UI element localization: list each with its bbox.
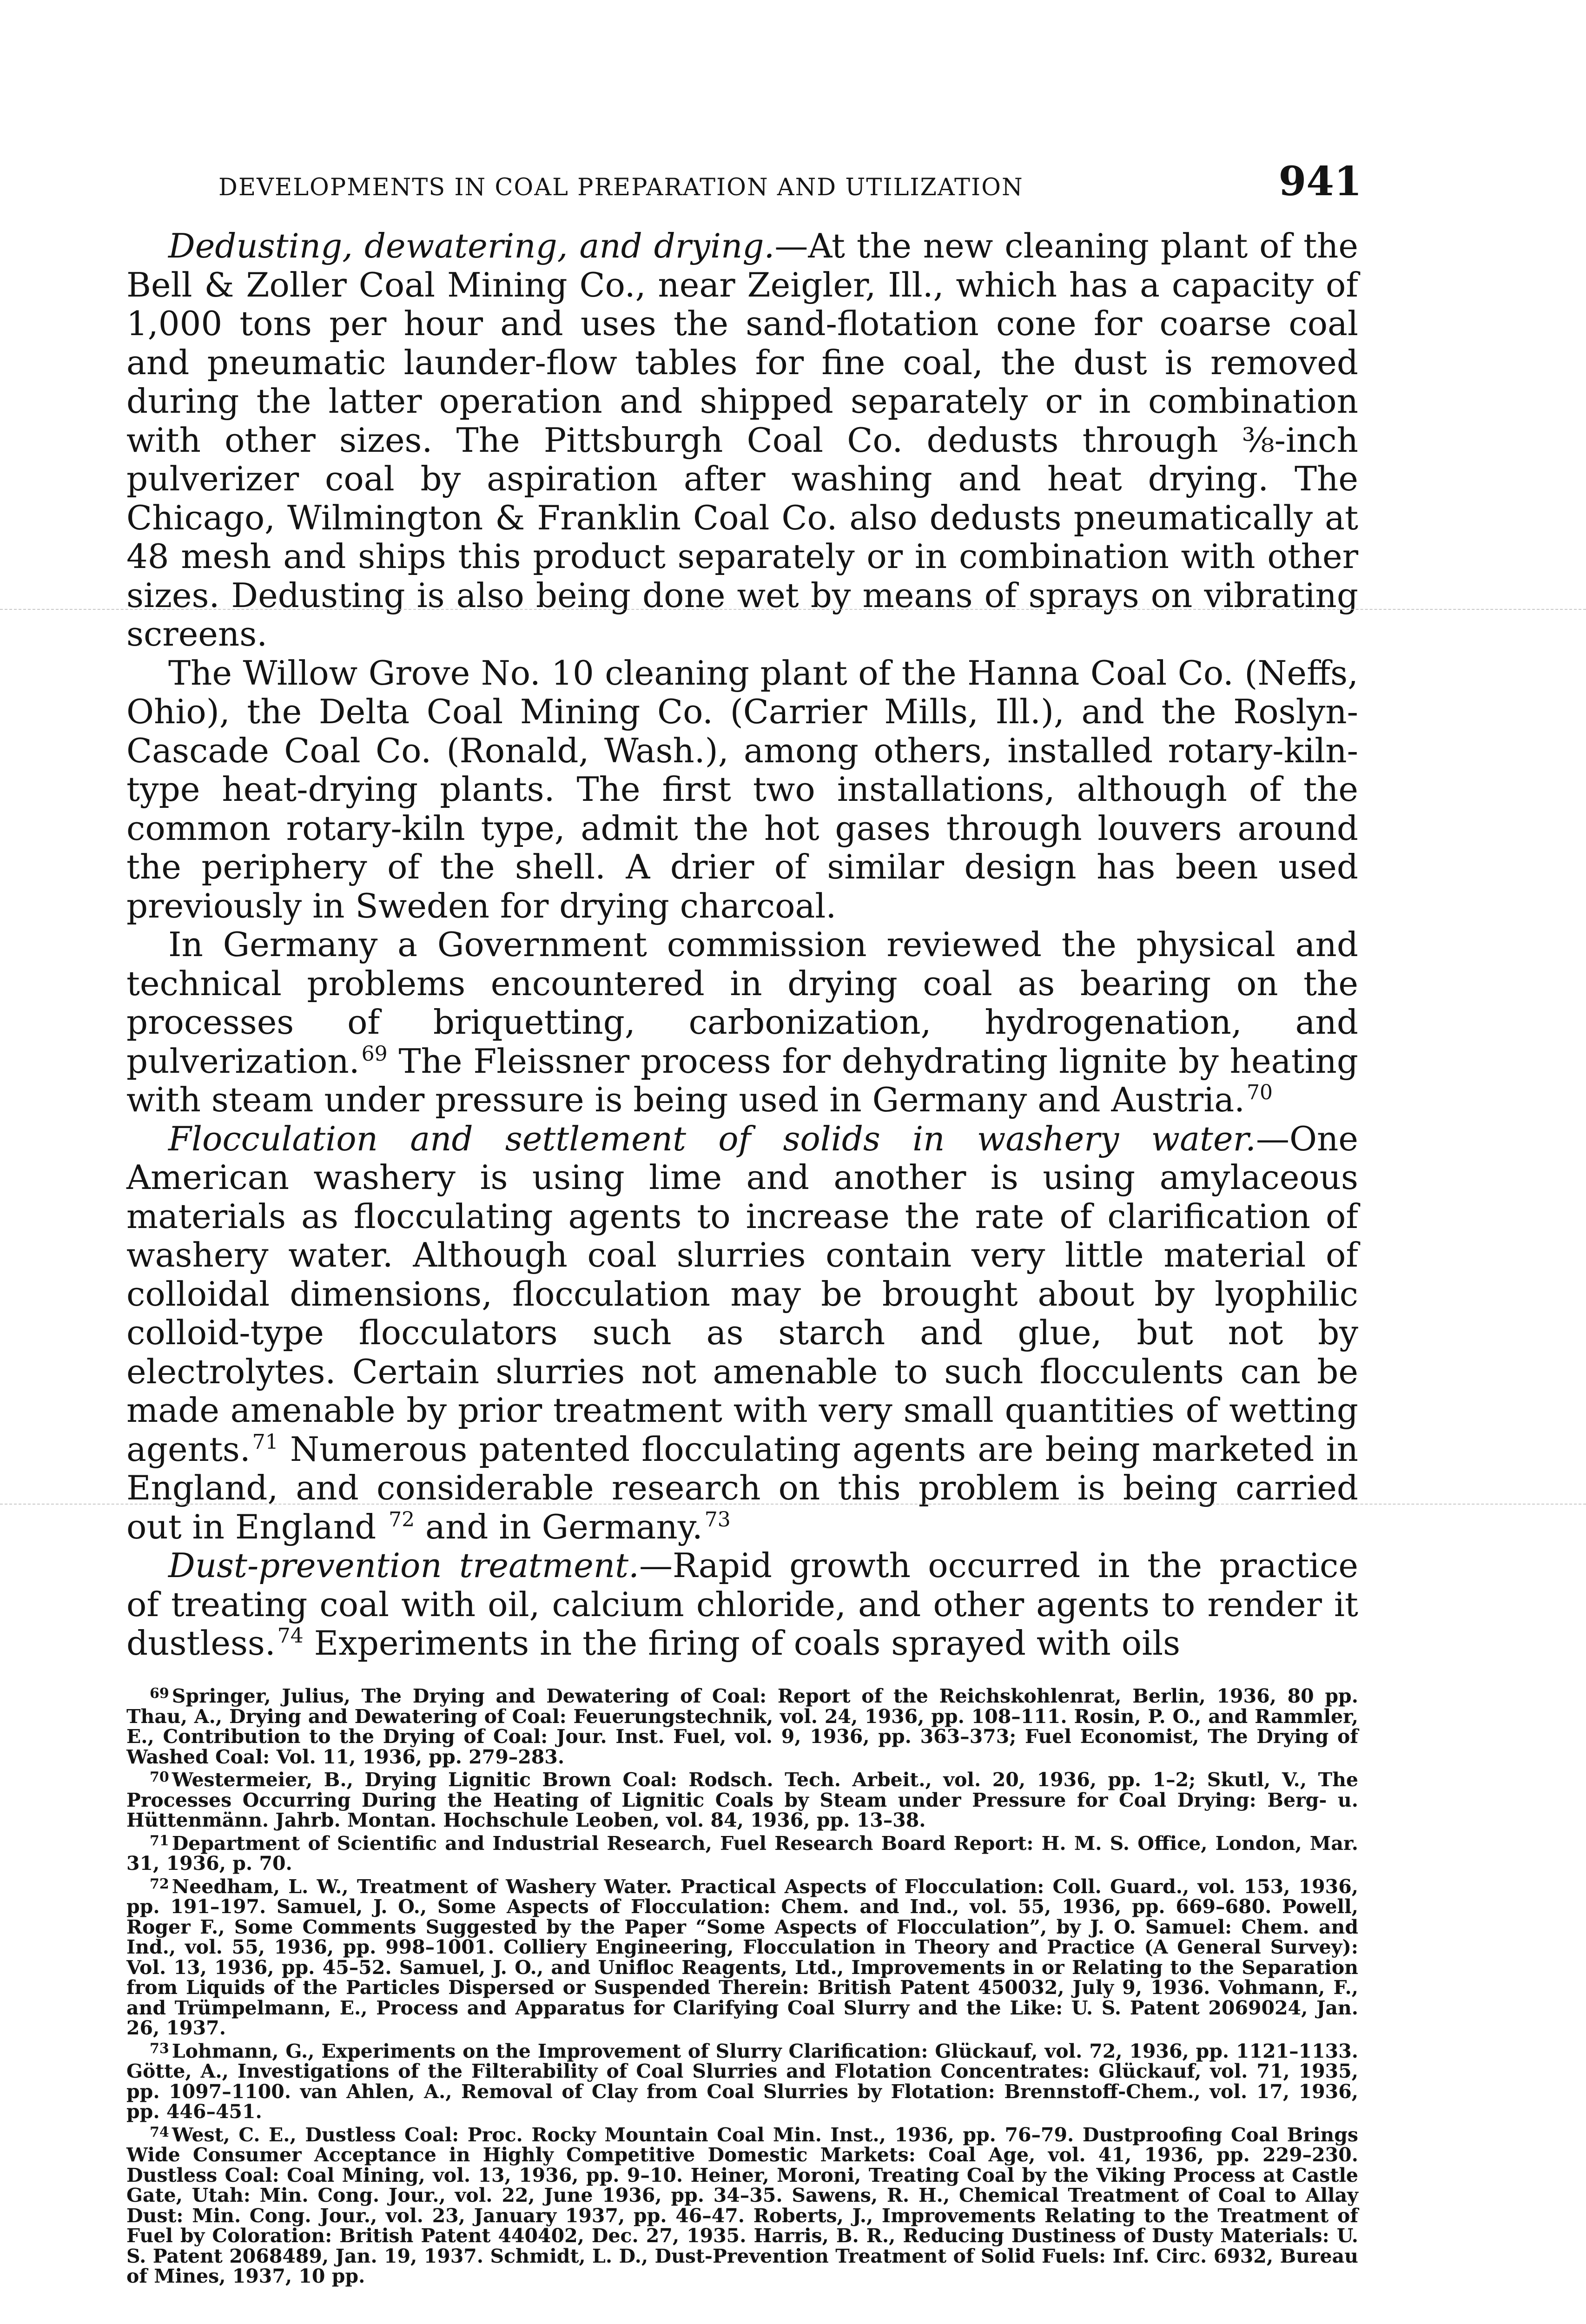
footnote-number: 70 bbox=[150, 1769, 169, 1785]
footnote-text: Department of Scientific and Industrial Research, Fuel Research Board Report: H. M. S. Office, London, Mar. 31, 1936, p. 70. bbox=[126, 1832, 1358, 1875]
paragraph-dust-prevention bbox=[126, 1546, 1358, 1663]
paragraph-text: The Fleissner process for dehydrating lignite by heating with steam under pressure is being used in Germany and Austria. bbox=[126, 1041, 1358, 1119]
footnote-number: 74 bbox=[150, 2124, 169, 2140]
footnote-74 bbox=[126, 2122, 1358, 2287]
footnote-ref: 70 bbox=[1247, 1081, 1273, 1104]
section-heading-dedusting: Dedusting, dewatering, and drying. bbox=[168, 226, 775, 265]
footnote-number: 71 bbox=[150, 1832, 169, 1849]
footnote-69 bbox=[126, 1684, 1358, 1767]
footnote-text: West, C. E., Dustless Coal: Proc. Rocky Mountain Coal Min. Inst., 1936, pp. 76–79. Dustproofing Coal Brings Wide Consumer Acceptance in Highly Competitive Domestic Markets: Coal Age, vol. 41, 1936, pp. 229–230. Dustless Coal: Coal Mining, vol. 13, 1936, pp. 9–10. Heiner, Moroni, Treating Coal by the Viking Process at Castle Gate, Utah: Min. Cong. Jour., vol. 22, June 1936, pp. 34–35. Sawens, R. H., Chemical Treatment of Coal to Allay Dust: Min. Cong. Jour., vol. 23, January 1937, pp. 46–47. Roberts, J., Improvements Relating to the Treatment of Fuel by Coloration: British Patent 440402, Dec. 27, 1935. Harris, B. R., Reducing Dustiness of Dusty Materials: U. S. Patent 2068489, Jan. 19, 1937. Schmidt, L. D., Dust-Prevention Treatment of Solid Fuels: Inf. Circ. 6932, Bureau of Mines, 1937, 10 pp. bbox=[126, 2123, 1358, 2287]
footnote-71 bbox=[126, 1831, 1358, 1874]
running-head: DEVELOPMENTS IN COAL PREPARATION AND UTILIZATION bbox=[218, 174, 1024, 201]
footnotes bbox=[126, 1684, 1358, 2287]
paragraph-text: The Willow Grove No. 10 cleaning plant of the Hanna Coal Co. (Neffs, Ohio), the Delta Coal Mining Co. (Carrier Mills, Ill.), and the Roslyn-Cascade Coal Co. (Ronald, Wash.), among others, installed rotary-kiln-type heat-drying plants. The first two installations, although of the common rotary-kiln type, admit the hot gases through louvers around the periphery of the shell. A drier of similar design has been used previously in Sweden for drying charcoal. bbox=[126, 653, 1358, 925]
footnote-number: 69 bbox=[150, 1685, 169, 1702]
body-text bbox=[126, 227, 1358, 1663]
section-heading-flocculation: Flocculation and settlement of solids in washery water. bbox=[168, 1119, 1256, 1158]
paragraph-text: Experiments in the firing of coals sprayed with oils bbox=[303, 1624, 1181, 1663]
footnote-ref: 69 bbox=[361, 1042, 388, 1066]
scan-artifact-line bbox=[0, 609, 1586, 610]
footnote-ref: 73 bbox=[704, 1507, 731, 1532]
footnote-72 bbox=[126, 1874, 1358, 2039]
footnote-text: Lohmann, G., Experiments on the Improvement of Slurry Clarification: Glückauf, vol. 72, 1936, pp. 1121–1133. Götte, A., Investigations of the Filterability of Coal Slurries and Flotation Concentrates: Glückauf, vol. 71, 1935, pp. 1097–1100. van Ahlen, A., Removal of Clay from Coal Slurries by Flotation: Brennstoff-Chem., vol. 17, 1936, pp. 446–451. bbox=[126, 2040, 1358, 2123]
paragraph-text: —One American washery is using lime and another is using amylaceous materials as flocculating agents to increase the rate of clarification of washery water. Although coal slurries contain very little material of colloidal dimensions, flocculation may be brought about by lyophilic colloid-type flocculators such as starch and glue, but not by electrolytes. Certain slurries not amenable to such flocculents can be made amenable by prior treatment with very small quantities of wetting agents. bbox=[126, 1119, 1358, 1469]
footnote-text: Needham, L. W., Treatment of Washery Water. Practical Aspects of Flocculation: Coll. Guard., vol. 153, 1936, pp. 191–197. Samuel, J. O., Some Aspects of Flocculation: Chem. and Ind., vol. 55, 1936, pp. 669–680. Powell, Roger F., Some Comments Suggested by the Paper “Some Aspects of Flocculation”, by J. O. Samuel: Chem. and Ind., vol. 55, 1936, pp. 998–1001. Colliery Engineering, Flocculation in Theory and Practice (A General Survey): Vol. 13, 1936, pp. 45–52. Samuel, J. O., and Unifloc Reagents, Ltd., Improvements in or Relating to the Separation from Liquids of the Particles Dispersed or Suspended Therein: British Patent 450032, July 9, 1936. Vohmann, F., and Trümpelmann, E., Process and Apparatus for Clarifying Coal Slurry and the Like: U. S. Patent 2069024, Jan. 26, 1937. bbox=[126, 1875, 1358, 2039]
paragraph-drying-plants bbox=[126, 654, 1358, 926]
footnote-ref: 72 bbox=[389, 1507, 415, 1532]
paragraph-text: Numerous patented flocculating agents are being marketed in England, and considerable research on this problem is being carried out in England bbox=[126, 1429, 1358, 1546]
footnote-73 bbox=[126, 2039, 1358, 2122]
footnote-number: 73 bbox=[150, 2040, 169, 2057]
footnote-70 bbox=[126, 1767, 1358, 1831]
footnote-number: 72 bbox=[150, 1875, 169, 1892]
paragraph-germany-drying bbox=[126, 925, 1358, 1120]
paragraph-text: —Rapid growth occurred in the practice of treating coal with oil, calcium chloride, and other agents to render it dustless. bbox=[126, 1546, 1358, 1663]
footnote-text: Westermeier, B., Drying Lignitic Brown Coal: Rodsch. Tech. Arbeit., vol. 20, 1936, pp. 1–2; Skutl, V., The Processes Occurring During the Heating of Lignitic Coals by Steam under Pressure for Coal Drying: Berg- u. Hüttenmänn. Jahrb. Montan. Hochschule Leoben, vol. 84, 1936, pp. 13–38. bbox=[126, 1769, 1358, 1831]
page-header bbox=[218, 158, 1362, 218]
footnote-ref: 74 bbox=[277, 1624, 304, 1648]
section-heading-dust-prevention: Dust-prevention treatment. bbox=[168, 1546, 639, 1585]
scan-artifact-line bbox=[0, 1504, 1586, 1505]
paragraph-text: and in Germany. bbox=[415, 1507, 703, 1546]
footnote-ref: 71 bbox=[252, 1430, 278, 1454]
page-number: 941 bbox=[1278, 158, 1362, 205]
footnote-text: Springer, Julius, The Drying and Dewatering of Coal: Report of the Reichskohlenrat, Berlin, 1936, 80 pp. Thau, A., Drying and Dewatering of Coal: Feuerungstechnik, vol. 24, 1936, pp. 108–111. Rosin, P. O., and Rammler, E., Contribution to the Drying of Coal: Jour. Inst. Fuel, vol. 9, 1936, pp. 363–373; Fuel Economist, The Drying of Washed Coal: Vol. 11, 1936, pp. 279–283. bbox=[126, 1685, 1358, 1768]
paragraph-dedusting bbox=[126, 227, 1358, 654]
paragraph-text: In Germany a Government commission reviewed the physical and technical problems encountered in drying coal as bearing on the processes of briquetting, carbonization, hydrogenation, and pulverization. bbox=[126, 925, 1358, 1081]
paragraph-flocculation bbox=[126, 1120, 1358, 1547]
paragraph-text: —At the new cleaning plant of the Bell & Zoller Coal Mining Co., near Zeigler, Ill., which has a capacity of 1,000 tons per hour and uses the sand-flotation cone for coarse coal and pneumatic launder-flow tables for fine coal, the dust is removed during the latter operation and shipped separately or in combination with other sizes. The Pittsburgh Coal Co. dedusts through ⅜-inch pulverizer coal by aspiration after washing and heat drying. The Chicago, Wilmington & Franklin Coal Co. also dedusts pneumatically at 48 mesh and ships this product separately or in combination with other sizes. Dedusting is also being done wet by means of sprays on vibrating screens. bbox=[126, 226, 1358, 654]
